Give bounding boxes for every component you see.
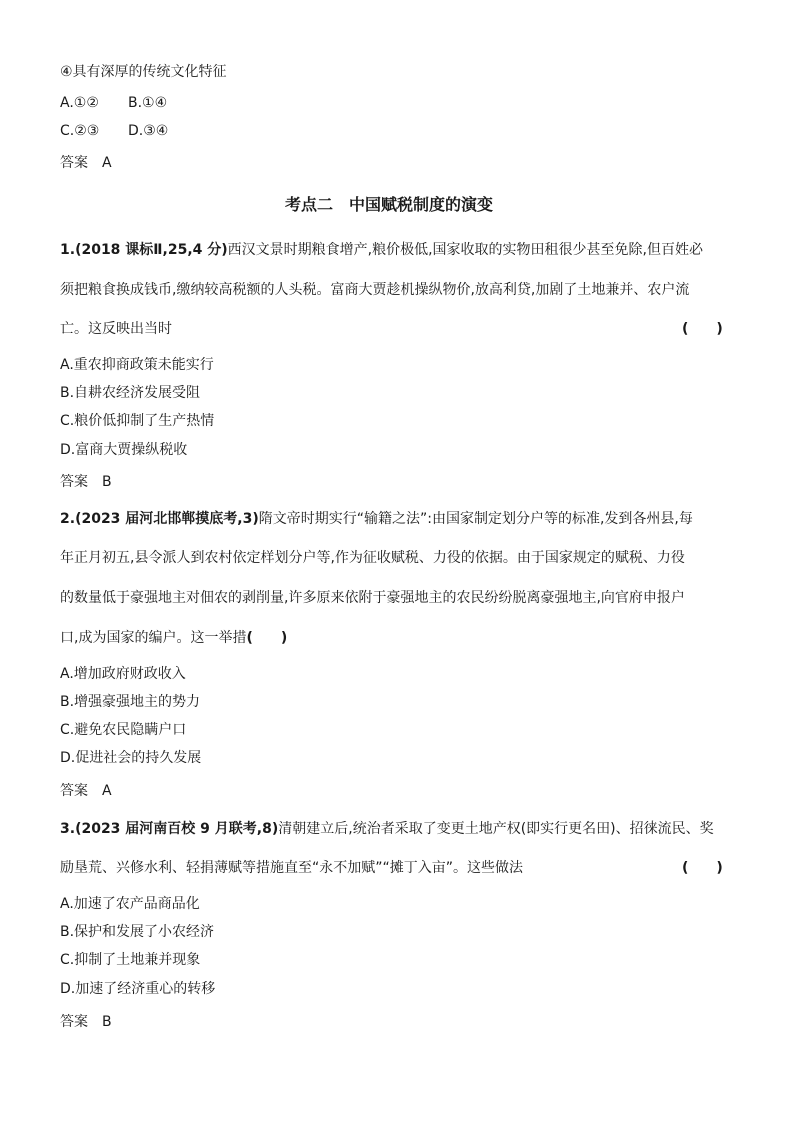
q2-line-1	[60, 510, 693, 528]
prev-answer: 答案 A	[60, 155, 112, 171]
q1-option-a: A.重农抑商政策未能实行	[60, 357, 214, 373]
prev-item-4: ④具有深厚的传统文化特征	[60, 64, 227, 80]
q2-option-a: A.增加政府财政收入	[60, 666, 186, 682]
q3-stem-start: 清朝建立后,统治者采取了变更土地产权(即实行更名田)、招徕流民、奖	[278, 821, 714, 837]
q3-option-a: A.加速了农产品商品化	[60, 896, 200, 912]
q3-line-1	[60, 820, 714, 838]
q1-line-2: 须把粮食换成钱币,缴纳较高税额的人头税。富商大贾趁机操纵物价,放高利贷,加剧了土地兼并、农户流	[60, 282, 690, 298]
q3-number: 3.	[60, 821, 76, 837]
prev-option-c: C.②③	[60, 123, 100, 139]
q3-answer-blank: ( )	[682, 860, 723, 876]
q2-answer-blank: ( )	[246, 630, 288, 646]
q3-answer: 答案 B	[60, 1014, 112, 1030]
q3-source: (2023 届河南百校 9 月联考,8)	[75, 821, 279, 837]
prev-option-d: D.③④	[128, 123, 169, 139]
q2-line-2: 年正月初五,县令派人到农村依定样划分户等,作为征收赋税、力役的依据。由于国家规定的赋税、力役	[60, 550, 685, 566]
q3-line-2: 励垦荒、兴修水利、轻捐薄赋等措施直至“永不加赋”“摊丁入亩”。这些做法	[60, 860, 524, 876]
q1-line-3: 亡。这反映出当时	[60, 321, 172, 337]
q2-answer: 答案 A	[60, 783, 112, 799]
q2-line-4	[60, 629, 287, 647]
prev-option-a: A.①②	[60, 95, 99, 111]
q3-option-b: B.保护和发展了小农经济	[60, 924, 215, 940]
q1-line-1	[60, 241, 703, 259]
q1-answer-blank: ( )	[682, 321, 723, 337]
q2-number: 2.	[60, 511, 76, 527]
q1-option-b: B.自耕农经济发展受阻	[60, 385, 201, 401]
q1-number: 1.	[60, 242, 76, 258]
q2-stem-end: 口,成为国家的编户。这一举措	[60, 630, 247, 646]
q2-line-3: 的数量低于豪强地主对佃农的剥削量,许多原来依附于豪强地主的农民纷纷脱离豪强地主,向官府申报户	[60, 590, 685, 606]
q2-stem-start: 隋文帝时期实行“输籍之法”:由国家制定划分户等的标准,发到各州县,每	[258, 511, 693, 527]
q2-option-b: B.增强豪强地主的势力	[60, 694, 201, 710]
prev-option-b: B.①④	[128, 95, 168, 111]
q1-option-c: C.粮价低抑制了生产热情	[60, 413, 215, 429]
q1-stem-start: 西汉文景时期粮食增产,粮价极低,国家收取的实物田租很少甚至免除,但百姓必	[227, 242, 704, 258]
q2-option-d: D.促进社会的持久发展	[60, 750, 202, 766]
section-title: 考点二 中国赋税制度的演变	[284, 195, 493, 214]
q1-source: (2018 课标Ⅱ,25,4 分)	[75, 242, 228, 258]
q2-source: (2023 届河北邯郸摸底考,3)	[75, 511, 259, 527]
q3-option-d: D.加速了经济重心的转移	[60, 981, 216, 997]
q1-answer: 答案 B	[60, 474, 112, 490]
q1-option-d: D.富商大贾操纵税收	[60, 442, 188, 458]
q2-option-c: C.避免农民隐瞒户口	[60, 722, 187, 738]
q3-option-c: C.抑制了土地兼并现象	[60, 952, 201, 968]
